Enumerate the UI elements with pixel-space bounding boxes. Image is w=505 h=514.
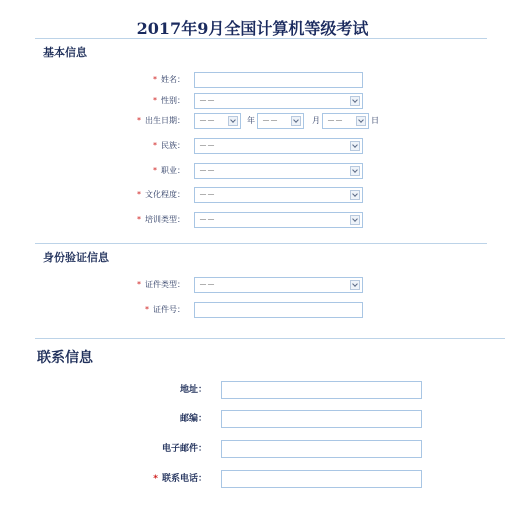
chevron-down-icon[interactable]	[228, 116, 238, 126]
required-mark: *	[153, 166, 157, 175]
birth-year-unit: 年	[247, 116, 255, 125]
row-training	[0, 212, 505, 228]
education-select[interactable]: －－	[194, 187, 363, 203]
zip-input[interactable]	[221, 410, 422, 428]
chevron-down-icon[interactable]	[350, 96, 360, 106]
id-number-label: * 证件号：	[145, 305, 185, 314]
birth-year-select[interactable]: －－	[194, 113, 241, 129]
row-education	[0, 187, 505, 203]
row-ethnicity	[0, 138, 505, 154]
row-id-type	[0, 277, 505, 293]
zip-label: 邮编：	[179, 414, 207, 424]
gender-select[interactable]	[194, 93, 363, 109]
gender-value: －－	[199, 96, 215, 105]
gender-label: * 性别：	[153, 96, 185, 105]
required-mark: *	[153, 96, 157, 105]
address-label: 地址：	[179, 385, 207, 395]
chevron-down-icon[interactable]	[291, 116, 301, 126]
row-zip	[0, 410, 505, 428]
id-type-label: * 证件类型：	[137, 280, 185, 289]
address-input[interactable]	[221, 381, 422, 399]
chevron-down-icon[interactable]	[350, 280, 360, 290]
ethnicity-select[interactable]: －－	[194, 138, 363, 154]
birth-month-unit: 月	[312, 116, 320, 125]
row-name	[0, 72, 505, 88]
ethnicity-label: * 民族：	[153, 141, 185, 150]
chevron-down-icon[interactable]	[356, 116, 366, 126]
education-label: * 文化程度：	[137, 190, 185, 199]
training-select[interactable]: －－	[194, 212, 363, 228]
required-mark: *	[137, 280, 141, 289]
chevron-down-icon[interactable]	[350, 166, 360, 176]
required-mark: *	[145, 305, 149, 314]
email-input[interactable]	[221, 440, 422, 458]
chevron-down-icon[interactable]	[350, 215, 360, 225]
title-divider	[35, 38, 487, 39]
required-mark: *	[137, 215, 141, 224]
phone-label: * 联系电话：	[153, 474, 207, 484]
training-label: * 培训类型：	[137, 215, 185, 224]
row-birth-date	[0, 113, 505, 129]
birth-day-select[interactable]: －－	[322, 113, 369, 129]
email-label: 电子邮件：	[161, 444, 207, 454]
id-number-input[interactable]	[194, 302, 363, 318]
section-divider	[35, 243, 487, 244]
row-id-number	[0, 302, 505, 318]
occupation-label: * 职业：	[153, 166, 185, 175]
required-mark: *	[153, 141, 157, 150]
occupation-select[interactable]: －－	[194, 163, 363, 179]
required-mark: *	[137, 190, 141, 199]
row-gender	[0, 93, 505, 109]
phone-input[interactable]	[221, 470, 422, 488]
section-title-identity: 身份验证信息	[43, 251, 109, 264]
section-title-contact: 联系信息	[37, 350, 93, 366]
row-occupation	[0, 163, 505, 179]
name-input[interactable]	[194, 72, 363, 88]
section-divider	[35, 338, 505, 339]
row-email	[0, 440, 505, 458]
chevron-down-icon[interactable]	[350, 141, 360, 151]
page-title: 2017年9月全国计算机等级考试	[136, 19, 369, 38]
row-phone	[0, 470, 505, 488]
required-mark: *	[153, 75, 157, 84]
birth-day-unit: 日	[371, 116, 379, 125]
birth-date-label: * 出生日期：	[137, 116, 185, 125]
birth-month-select[interactable]: －－	[257, 113, 304, 129]
required-mark: *	[137, 116, 141, 125]
chevron-down-icon[interactable]	[350, 190, 360, 200]
name-label: * 姓名：	[153, 75, 185, 84]
section-title-basic: 基本信息	[43, 46, 87, 59]
id-type-select[interactable]: －－	[194, 277, 363, 293]
required-mark: *	[153, 474, 158, 484]
row-address	[0, 381, 505, 399]
